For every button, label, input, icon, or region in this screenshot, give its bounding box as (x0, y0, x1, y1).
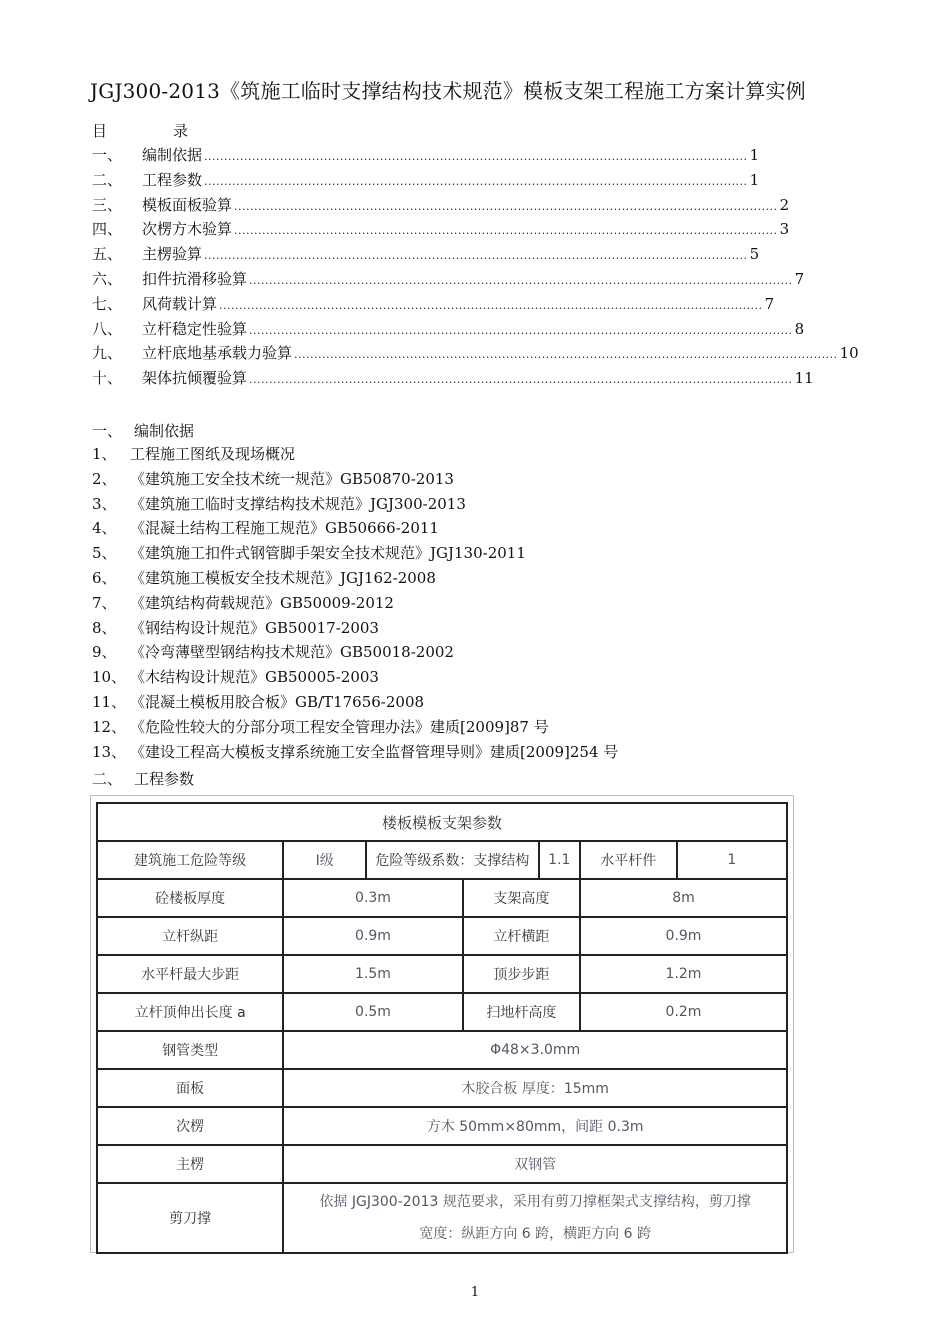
toc-page-number: 5 (749, 245, 760, 264)
toc-leader: ........................................................................................................................................ (249, 323, 793, 337)
list-item: 1、 工程施工图纸及现场概况 (92, 445, 296, 463)
toc-heading (92, 120, 188, 141)
toc-item[interactable]: 四、 次楞方木验算 ........................................................................................................................................ 3 (92, 220, 790, 239)
toc-item[interactable]: 二、 工程参数 ........................................................................................................................................ 1 (92, 170, 760, 189)
table-row: 水平杆最大步距 1.5m 顶步步距 1.2m (97, 955, 787, 993)
parameter-table-frame (90, 795, 794, 1253)
list-item: 12、 《危险性较大的分部分项工程安全管理办法》建质[2009]87 号 (92, 717, 549, 736)
section-heading-params: 二、 工程参数 (92, 770, 195, 788)
toc-item[interactable]: 十、 架体抗倾覆验算 ........................................................................................................................................ 11 (92, 369, 814, 388)
toc-leader: ........................................................................................................................................ (219, 298, 763, 312)
toc-page-number: 8 (794, 319, 805, 338)
toc-page-number: 11 (794, 369, 814, 388)
page-number: 1 (470, 1285, 480, 1300)
list-item: 4、 《混凝土结构工程施工规范》GB50666-2011 (92, 519, 439, 538)
list-item: 5、 《建筑施工扣件式钢管脚手架安全技术规范》JGJ130-2011 (92, 544, 526, 563)
toc-leader: ........................................................................................................................................ (249, 273, 793, 287)
list-item: 10、 《木结构设计规范》GB50005-2003 (92, 668, 379, 687)
toc-leader: ........................................................................................................................................ (204, 174, 748, 188)
toc-item[interactable]: 八、 立杆稳定性验算 ........................................................................................................................................ 8 (92, 319, 805, 338)
table-row: 面板 木胶合板 厚度：15mm (97, 1069, 787, 1107)
table-title: 楼板模板支架参数 (97, 803, 787, 841)
toc-item[interactable]: 五、 主楞验算 ........................................................................................................................................ 5 (92, 245, 760, 264)
list-item: 13、 《建设工程高大模板支撑系统施工安全监督管理导则》建质[2009]254 号 (92, 742, 619, 761)
toc-page-number: 7 (764, 294, 775, 313)
document-title: JGJ300-2013《筑施工临时支撑结构技术规范》模板支架工程施工方案计算实例 (90, 79, 806, 103)
list-item: 3、 《建筑施工临时支撑结构技术规范》JGJ300-2013 (92, 494, 466, 513)
toc-leader: ........................................................................................................................................ (294, 348, 838, 362)
toc-item[interactable]: 一、 编制依据 ........................................................................................................................................ 1 (92, 146, 760, 164)
toc-heading-b: 录 (173, 122, 189, 140)
toc-item[interactable]: 六、 扣件抗滑移验算 ........................................................................................................................................ 7 (92, 269, 805, 288)
table-row: 立杆顶伸出长度 a 0.5m 扫地杆高度 0.2m (97, 993, 787, 1031)
toc-page-number: 1 (749, 146, 760, 164)
toc-item[interactable]: 三、 模板面板验算 ........................................................................................................................................ 2 (92, 195, 790, 214)
parameter-table (96, 802, 788, 1254)
toc-page-number: 3 (779, 220, 790, 239)
table-of-contents (92, 144, 859, 392)
table-row: 建筑施工危险等级 Ⅰ级 危险等级系数：支撑结构 1.1 水平杆件 1 (97, 841, 787, 879)
toc-item[interactable]: 七、 风荷载计算 ........................................................................................................................................ 7 (92, 294, 775, 313)
toc-heading-a: 目 (92, 122, 108, 140)
toc-leader: ........................................................................................................................................ (234, 224, 778, 238)
list-item: 7、 《建筑结构荷载规范》GB50009-2012 (92, 593, 394, 612)
table-row: 主楞 双钢管 (97, 1145, 787, 1183)
toc-page-number: 1 (749, 170, 760, 189)
table-row: 次楞 方木 50mm×80mm，间距 0.3m (97, 1107, 787, 1145)
reference-list (92, 443, 792, 765)
section-heading-basis: 一、 编制依据 (92, 422, 195, 440)
table-row: 钢管类型 Φ48×3.0mm (97, 1031, 787, 1069)
toc-leader: ........................................................................................................................................ (234, 199, 778, 213)
table-row: 立杆纵距 0.9m 立杆横距 0.9m (97, 917, 787, 955)
table-row: 砼楼板厚度 0.3m 支架高度 8m (97, 879, 787, 917)
list-item: 11、 《混凝土模板用胶合板》GB/T17656-2008 (92, 692, 425, 711)
toc-page-number: 10 (839, 344, 859, 363)
toc-leader: ........................................................................................................................................ (204, 249, 748, 263)
toc-leader: ........................................................................................................................................ (204, 150, 748, 163)
toc-page-number: 7 (794, 269, 805, 288)
list-item: 9、 《冷弯薄壁型钢结构技术规范》GB50018-2002 (92, 643, 454, 662)
toc-leader: ........................................................................................................................................ (249, 373, 793, 387)
table-row: 剪刀撑 依据 JGJ300-2013 规范要求，采用有剪刀撑框架式支撑结构，剪刀撑 宽度：纵距方向 6 跨，横距方向 6 跨 (97, 1183, 787, 1253)
list-item: 2、 《建筑施工安全技术统一规范》GB50870-2013 (92, 469, 454, 488)
toc-item[interactable]: 九、 立杆底地基承载力验算 ........................................................................................................................................ 10 (92, 344, 859, 363)
list-item: 6、 《建筑施工模板安全技术规范》JGJ162-2008 (92, 568, 436, 587)
toc-page-number: 2 (779, 195, 790, 214)
list-item: 8、 《钢结构设计规范》GB50017-2003 (92, 618, 379, 637)
